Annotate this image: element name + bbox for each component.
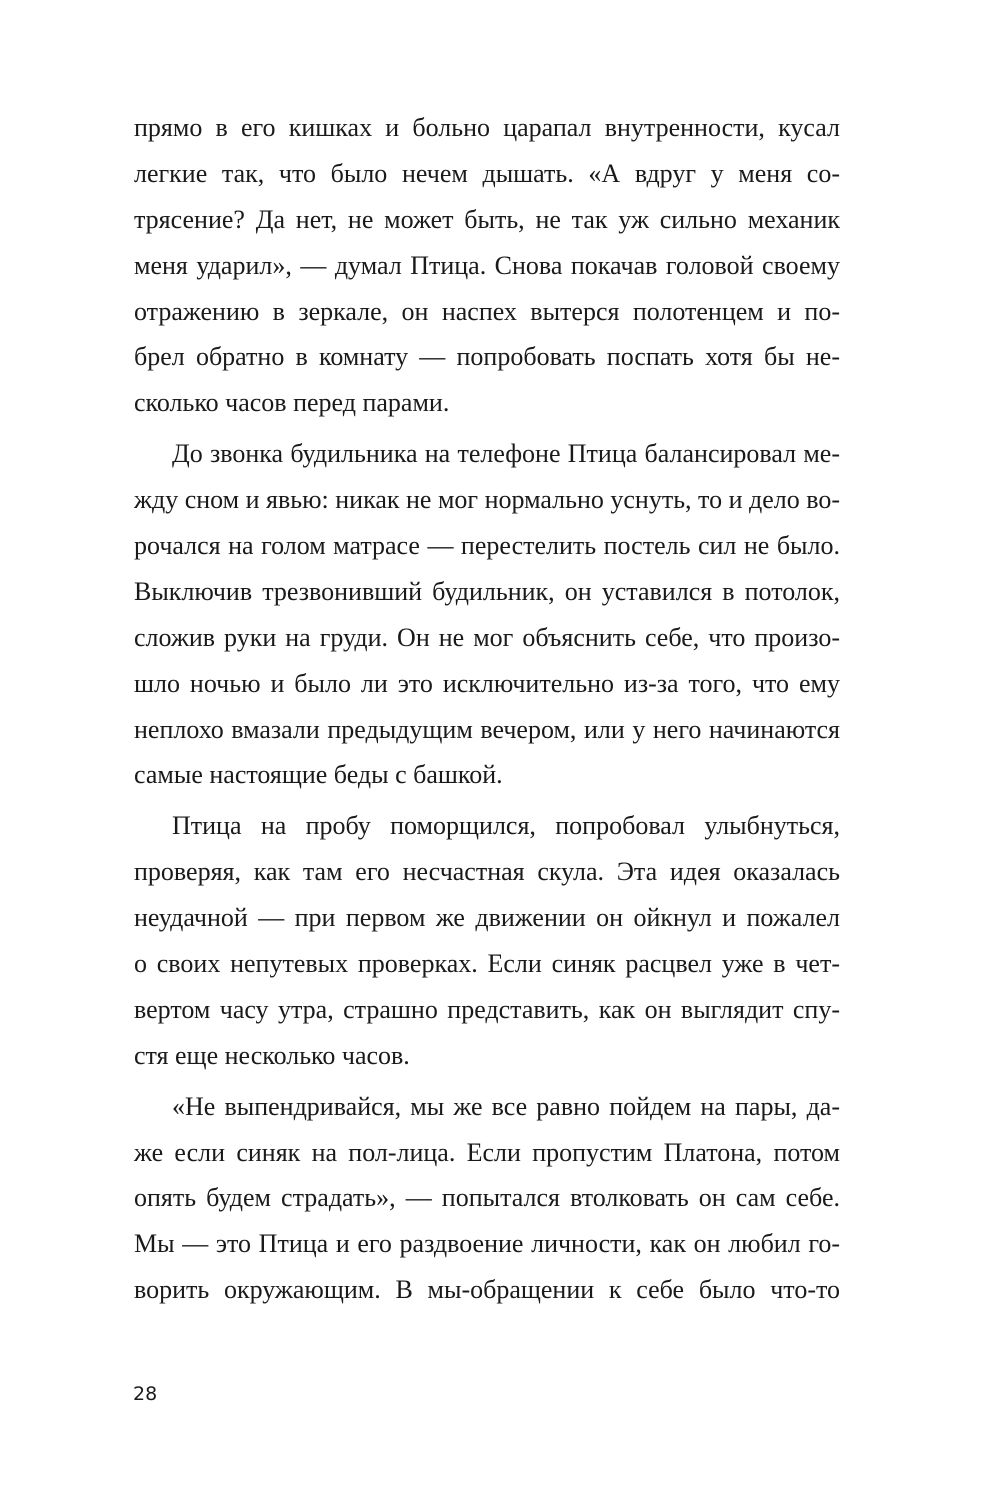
- text-line: Выключив трезвонивший будильник, он уставился в потолок,: [134, 576, 840, 606]
- text-line: «Не выпендривайся, мы же все равно пойдем на пары, да-: [172, 1091, 840, 1121]
- text-line: меня ударил», — думал Птица. Снова покачав головой своему: [134, 250, 840, 280]
- text-line: неудачной — при первом же движении он ойкнул и пожалел: [134, 903, 840, 933]
- text-line: сколько часов перед парами.: [134, 388, 450, 418]
- text-line: о своих непутевых проверках. Если синяк расцвел уже в чет-: [134, 949, 840, 979]
- text-line: До звонка будильника на телефоне Птица балансировал ме-: [172, 439, 840, 469]
- text-line: опять будем страдать», — попытался втолковать он сам себе.: [134, 1183, 840, 1213]
- text-line: отражению в зеркале, он наспех вытерся полотенцем и по-: [134, 296, 840, 326]
- text-line: проверяя, как там его несчастная скула. Эта идея оказалась: [134, 857, 840, 887]
- text-line: легкие так, что было нечем дышать. «А вдруг у меня со-: [134, 158, 840, 188]
- paragraph-1: [134, 105, 840, 426]
- text-line: вертом часу утра, страшно представить, как он выглядит спу-: [134, 994, 840, 1024]
- paragraph-4: [134, 1084, 840, 1313]
- text-line: сложив руки на груди. Он не мог объяснить себе, что произо-: [134, 622, 840, 652]
- text-line: Мы — это Птица и его раздвоение личности, как он любил го-: [134, 1229, 840, 1259]
- text-line: брел обратно в комнату — попробовать поспать хотя бы не-: [134, 342, 840, 372]
- text-line: жду сном и явью: никак не мог нормально уснуть, то и дело во-: [134, 485, 840, 515]
- text-line: рочался на голом матрасе — перестелить постель сил не было.: [134, 531, 840, 561]
- text-line: самые настоящие беды с башкой.: [134, 760, 503, 790]
- text-line: Птица на пробу поморщился, попробовал улыбнуться,: [172, 811, 840, 841]
- text-line: трясение? Да нет, не может быть, не так уж сильно механик: [134, 204, 840, 234]
- text-line: прямо в его кишках и больно царапал внутренности, кусал: [134, 113, 840, 142]
- text-line: шло ночью и было ли это исключительно из-за того, что ему: [134, 668, 840, 698]
- text-line: же если синяк на пол-лица. Если пропустим Платона, потом: [134, 1137, 840, 1167]
- paragraph-3: [134, 803, 840, 1078]
- paragraph-2: [134, 431, 840, 798]
- text-line: стя еще несколько часов.: [134, 1040, 410, 1070]
- page-number: 28: [133, 1383, 158, 1405]
- body-text: [134, 105, 840, 1313]
- text-line: ворить окружающим. В мы-обращении к себе было что-то: [134, 1275, 840, 1305]
- text-line: неплохо вмазали предыдущим вечером, или у него начинаются: [134, 714, 840, 744]
